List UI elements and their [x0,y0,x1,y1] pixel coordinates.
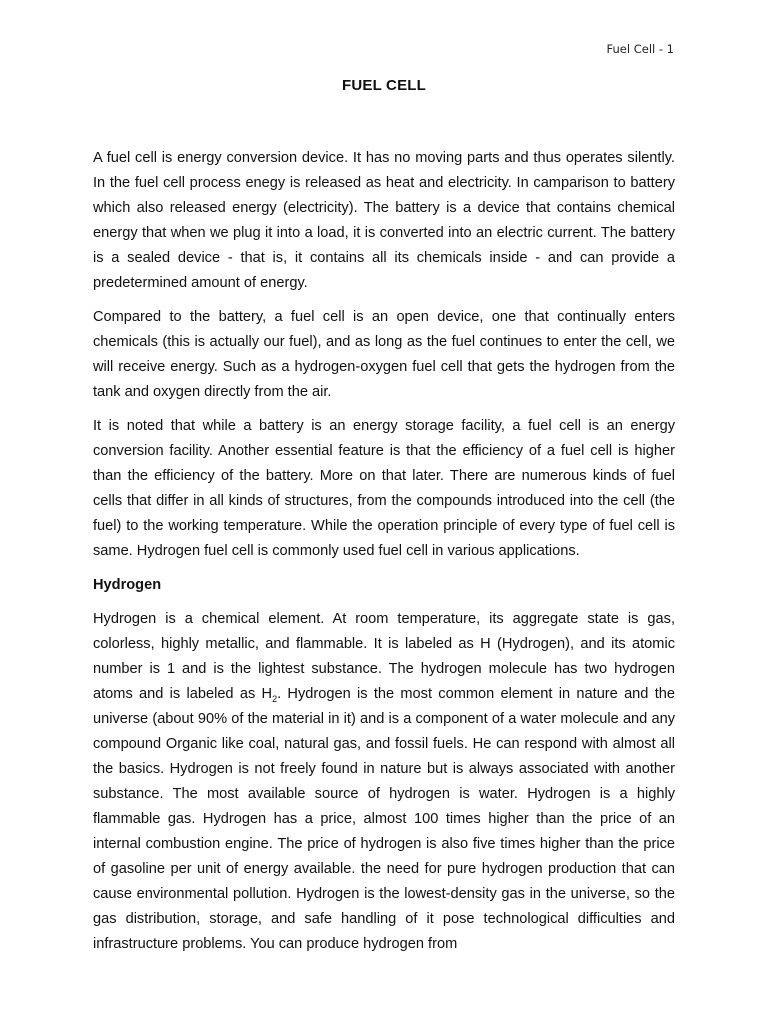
paragraph-hydrogen [93,607,675,957]
hydrogen-text-part1: Hydrogen is a chemical element. At room temperature, its aggregate state is gas, colorless, highly metallic, and flammable. It is labeled as H (Hydrogen), and its atomic number is 1 and is the lightest substance. The hydrogen molecule has two hydrogen atoms and is labeled as H [93,611,675,702]
running-header: Fuel Cell - 1 [606,42,674,56]
paragraph-intro: A fuel cell is energy conversion device. It has no moving parts and thus operates silently. In the fuel cell process enegy is released as heat and electricity. In camparison to battery which also released energy (electricity). The battery is a device that contains chemical energy that when we plug it into a load, it is converted into an electric current. The battery is a sealed device - that is, it contains all its chemicals inside - and can provide a predetermined amount of energy. [93,150,675,291]
paragraph-efficiency: It is noted that while a battery is an energy storage facility, a fuel cell is an energy conversion facility. Another essential feature is that the efficiency of a fuel cell is higher than the efficiency of the battery. More on that later. There are numerous kinds of fuel cells that differ in all kinds of structures, from the compounds introduced into the cell (the fuel) to the working temperature. While the operation principle of every type of fuel cell is same. Hydrogen fuel cell is commonly used fuel cell in various applications. [93,418,675,559]
paragraph-comparison: Compared to the battery, a fuel cell is an open device, one that continually enters chemicals (this is actually our fuel), and as long as the fuel continues to enter the cell, we will receive energy. Such as a hydrogen-oxygen fuel cell that gets the hydrogen from the tank and oxygen directly from the air. [93,309,675,400]
document-title: FUEL CELL [341,77,427,94]
hydrogen-subscript: 2 [272,693,278,704]
section-heading-hydrogen: Hydrogen [93,577,162,593]
hydrogen-text-part2: . Hydrogen is the most common element in nature and the universe (about 90% of the material in it) and is a component of a water molecule and any compound Organic like coal, natural gas, and fossil fuels. He can respond with almost all the basics. Hydrogen is not freely found in nature but is always associated with another substance. The most available source of hydrogen is water. Hydrogen is a highly flammable gas. Hydrogen has a price, almost 100 times higher than the price of an internal combustion engine. The price of hydrogen is also five times higher than the price of gasoline per unit of energy available. the need for pure hydrogen production that can cause environmental pollution. Hydrogen is the lowest-density gas in the universe, so the gas distribution, storage, and safe handling of it pose technological difficulties and infrastructure problems. You can produce hydrogen from [93,686,675,952]
document-body [93,146,675,966]
